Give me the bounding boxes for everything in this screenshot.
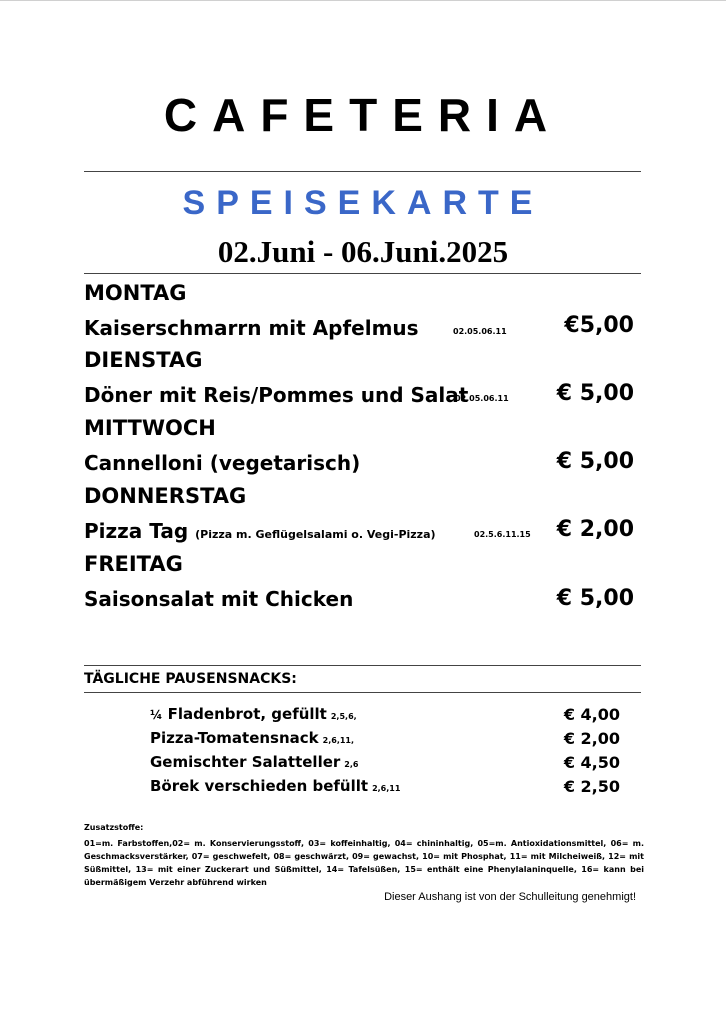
- snack-fraction: ¼: [150, 708, 163, 722]
- day-heading-wednesday: MITTWOCH: [84, 416, 216, 440]
- snack-item: [150, 755, 358, 770]
- dates-divider: [84, 273, 641, 274]
- snacks-top-divider: [84, 665, 641, 666]
- dish-monday: Kaiserschmarrn mit Apfelmus: [84, 316, 419, 340]
- snack-codes: 2,5,6,: [330, 712, 357, 721]
- dish-tuesday: Döner mit Reis/Pommes und Salat: [84, 383, 469, 407]
- snack-name: Fladenbrot, gefüllt: [167, 705, 327, 723]
- title-divider: [84, 171, 641, 172]
- snack-price: € 4,00: [563, 705, 620, 724]
- approval-note: Dieser Aushang ist von der Schulleitung genehmigt!: [384, 891, 636, 903]
- price-thursday: € 2,00: [556, 517, 634, 542]
- snack-name: Börek verschieden befüllt: [150, 777, 369, 795]
- page-title: CAFETERIA: [163, 89, 563, 141]
- day-heading-thursday: DONNERSTAG: [84, 484, 247, 508]
- price-monday: €5,00: [564, 313, 634, 338]
- additive-codes-monday: 02.05.06.11: [453, 327, 507, 336]
- price-wednesday: € 5,00: [556, 449, 634, 474]
- dish-thursday-name: Pizza Tag: [84, 519, 189, 543]
- snack-item: [150, 779, 400, 794]
- snack-item: [150, 731, 354, 746]
- snack-codes: 2,6,11,: [322, 736, 355, 745]
- additives-legend: 01=m. Farbstoffen,02= m. Konservierungsstoff, 03= koffeinhaltig, 04= chininhaltig, 05=m. Antioxidationsmittel, 06= m. Geschmacksverstärker, 07= geschwefelt, 08= geschwärzt, 09= gewachst, 10= mit Phosphat, 11= mit Milcheiweiß, 12= mit Süßmittel, 13= mit einer Zuckerart und Süßmittel, 14= Tafelsüßen, 15= enthält eine Phenylalaninquelle, 16= kann bei übermäßigem Verzehr abführend wirken: [84, 839, 644, 887]
- date-range: 02.Juni - 06.Juni.2025: [217, 234, 509, 269]
- day-heading-monday: MONTAG: [84, 281, 187, 305]
- page-top-border: [0, 0, 726, 1]
- additive-codes-tuesday: 02.05.06.11: [455, 394, 509, 403]
- snack-price: € 2,00: [563, 729, 620, 748]
- additive-codes-thursday: 02.5.6.11.15: [474, 530, 531, 539]
- price-friday: € 5,00: [556, 586, 634, 611]
- snack-name: Gemischter Salatteller: [150, 753, 341, 771]
- snacks-bottom-divider: [84, 692, 641, 693]
- dish-wednesday: Cannelloni (vegetarisch): [84, 451, 361, 475]
- menu-subtitle: SPEISEKARTE: [182, 184, 544, 222]
- dish-thursday: [84, 521, 436, 541]
- price-tuesday: € 5,00: [556, 381, 634, 406]
- day-heading-tuesday: DIENSTAG: [84, 348, 203, 372]
- snack-codes: 2,6: [344, 760, 359, 769]
- dish-friday: Saisonsalat mit Chicken: [84, 587, 354, 611]
- snacks-heading: TÄGLICHE PAUSENSNACKS:: [84, 671, 297, 687]
- snack-codes: 2,6,11: [372, 784, 401, 793]
- snack-price: € 2,50: [563, 777, 620, 796]
- snack-name: Pizza-Tomatensnack: [150, 729, 319, 747]
- snack-price: € 4,50: [563, 753, 620, 772]
- additives-title: Zusatzstoffe:: [84, 823, 144, 832]
- dish-thursday-note: (Pizza m. Geflügelsalami o. Vegi-Pizza): [195, 528, 436, 541]
- snack-item: [150, 707, 357, 722]
- day-heading-friday: FREITAG: [84, 552, 183, 576]
